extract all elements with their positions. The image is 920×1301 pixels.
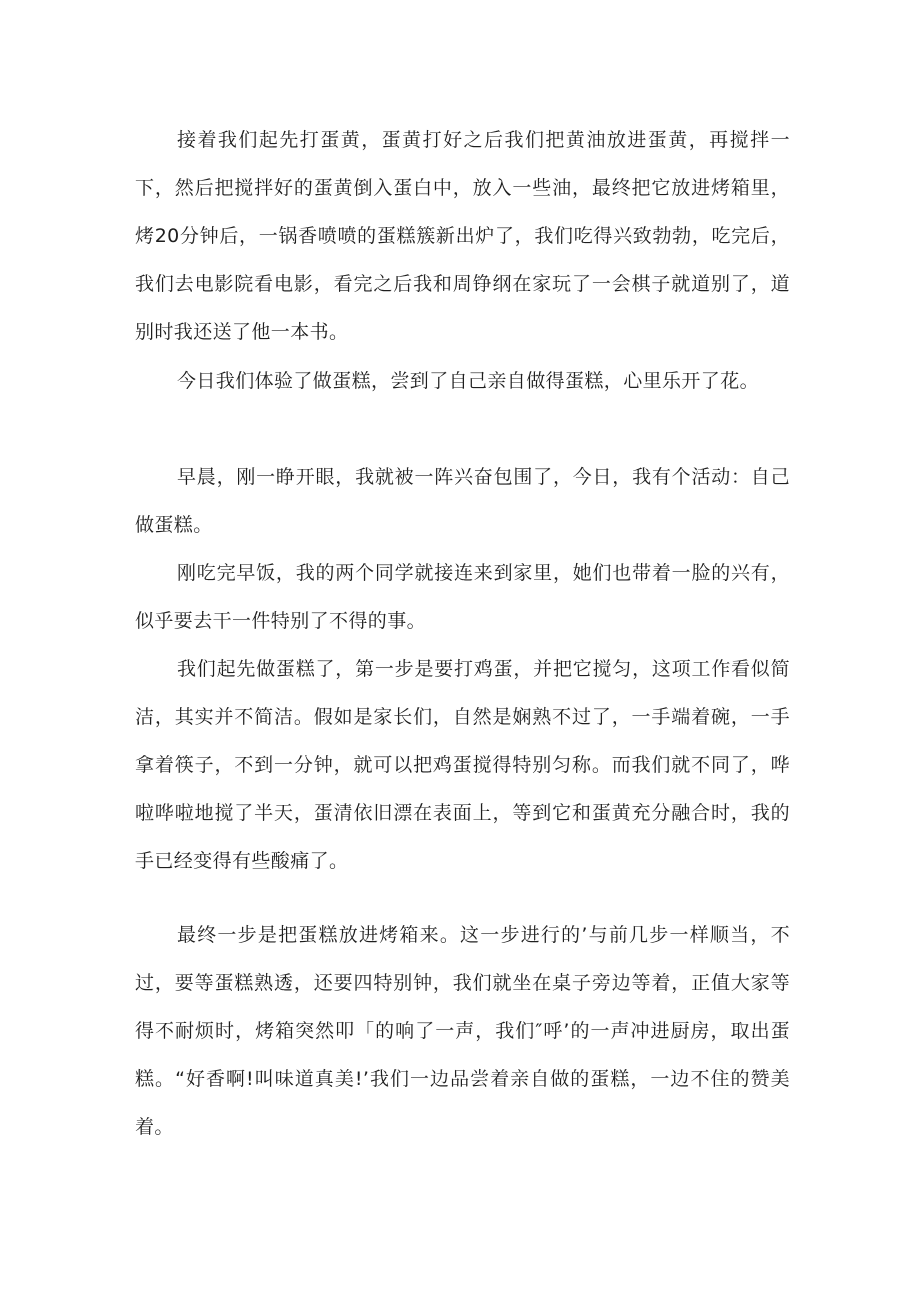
paragraph-final-step: 最终一步是把蛋糕放进烤箱来。这一步进行的’与前几步一样顺当，不过，要等蛋糕熟透，还要四特别钟，我们就坐在桌子旁边等着，正值大家等得不耐烦时，烤箱突然叩「的响了一声，我们″呼’的一声冲进厨房，取出蛋糕。“好香啊!叫味道真美!’我们一边品尝着亲自做的蛋糕，一边不住的赞美着。 [135, 924, 790, 1138]
paragraph-baking-process: 接着我们起先打蛋黄，蛋黄打好之后我们把黄油放进蛋黄，再搅拌一下，然后把搅拌好的蛋黄倒入蛋白中，放入一些油，最终把它放进烤箱里，烤20分钟后，一锅香喷喷的蛋糕簇新出炉了，我们吃得兴致勃勃，吃完后，我们去电影院看电影，看完之后我和周铮纲在家玩了一会棋子就道别了，道别时我还送了他一本书。 [135, 129, 790, 343]
paragraph-morning: 早晨，刚一睁开眼，我就被一阵兴奋包围了，今日，我有个活动：自己做蛋糕。 [135, 466, 790, 536]
paragraph-experience-summary: 今日我们体验了做蛋糕，尝到了自己亲自做得蛋糕，心里乐开了花。 [177, 370, 760, 392]
paragraph-beating-eggs: 我们起先做蛋糕了，第一步是要打鸡蛋，并把它搅匀，这项工作看似简洁，其实并不简洁。假如是家长们，自然是娴熟不过了，一手端着碗，一手拿着筷子，不到一分钟，就可以把鸡蛋搅得特别匀称。而我们就不同了，哗啦哗啦地搅了半天，蛋清依旧漂在表面上，等到它和蛋黄充分融合时，我的手已经变得有些酸痛了。 [135, 658, 790, 872]
paragraph-classmates-arrive: 刚吃完早饭，我的两个同学就接连来到家里，她们也带着一脸的兴有，似乎要去干一件特别了不得的事。 [135, 562, 790, 632]
